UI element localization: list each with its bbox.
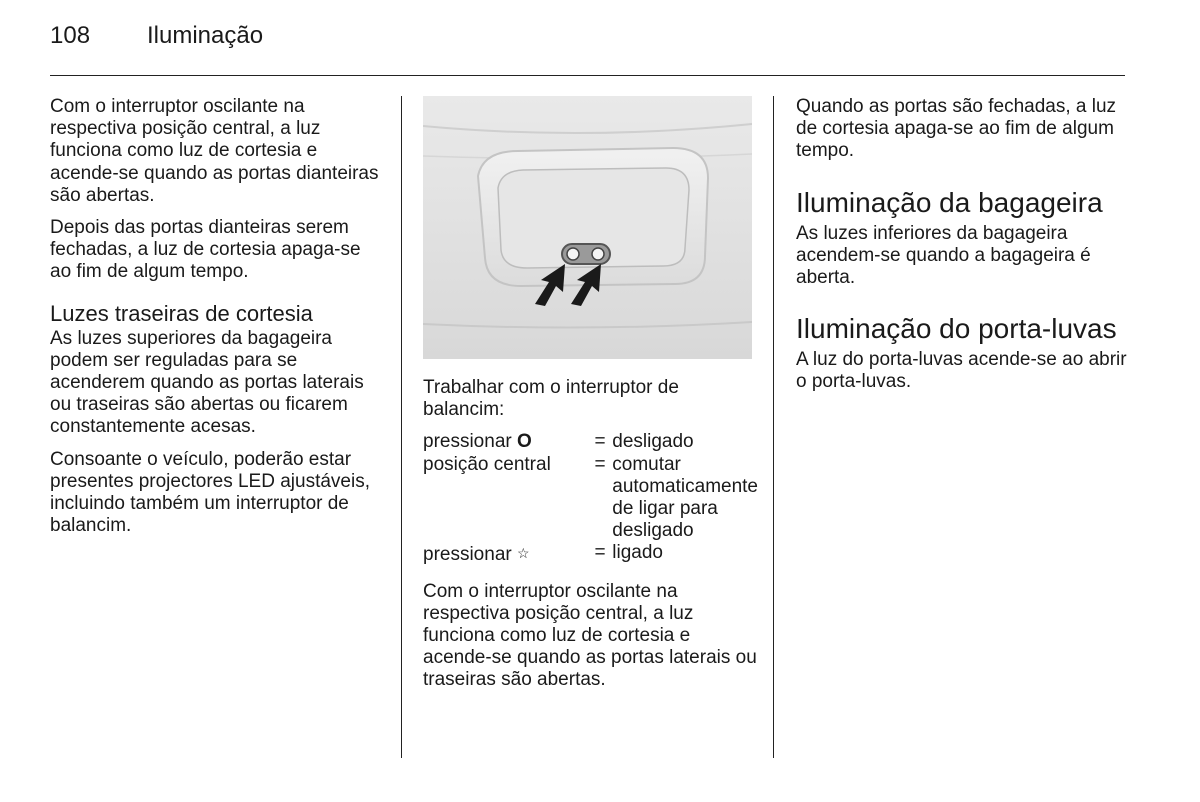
switch-positions-table [423,431,758,566]
paragraph: As luzes superiores da bagageira podem ser reguladas para se acenderem quando as portas laterais ou traseiras são abertas ou ficarem constantemente acesas. [50,327,364,438]
header-rule [50,75,1125,76]
left-column [50,96,385,547]
off-symbol: O [517,431,532,453]
paragraph: Com o interruptor oscilante na respectiva posição central, a luz funciona como luz de cortesia e acende-se quando as portas laterais ou traseiras são abertas. [423,580,757,691]
table-cell: desligado [612,431,694,453]
page-header [50,22,263,50]
lamp-symbol-icon: ☆ [517,545,530,562]
paragraph: Com o interruptor oscilante na respectiva posição central, a luz funciona como luz de cortesia e acende-se quando as portas dianteiras são abertas. [50,96,379,206]
middle-column [423,377,758,702]
table-cell: pressionar ☆ [423,544,530,566]
paragraph: Quando as portas são fechadas, a luz de cortesia apaga-se ao fim de algum tempo. [796,96,1117,162]
paragraph: As luzes inferiores da bagageira acendem-se quando a bagageira é aberta. [796,222,1091,289]
table-cell: = [594,542,606,564]
courtesy-light-illustration [423,96,752,359]
table-cell: ligado [612,542,663,564]
courtesy-light-drawing [423,96,752,359]
column-divider-right [773,96,774,758]
paragraph: Trabalhar com o interruptor de balancim: [423,377,679,421]
paragraph: Depois das portas dianteiras serem fechadas, a luz de cortesia apaga-se ao fim de algum tempo. [50,217,361,283]
right-column [796,96,1131,404]
rocker-switch [562,244,610,264]
section-title: Iluminação [147,22,264,49]
heading: Iluminação da bagageira [796,186,1103,218]
paragraph: Consoante o veículo, poderão estar presentes projectores LED ajustáveis, incluindo também um interruptor de balancim. [50,448,370,537]
table-row [423,454,758,543]
table-cell: pressionar O [423,431,532,453]
table-cell: posição central [423,453,551,475]
paragraph: A luz do porta-luvas acende-se ao abrir o porta-luvas. [796,349,1127,393]
page-number: 108 [50,22,91,49]
table-row [423,431,758,453]
subheading: Luzes traseiras de cortesia [50,300,313,326]
heading: Iluminação do porta-luvas [796,313,1117,345]
table-row [423,542,758,566]
table-cell: comutar automaticamente de ligar para desligado [612,453,758,542]
column-divider-left [401,96,402,758]
table-cell: = [594,453,606,475]
table-cell: = [594,431,606,453]
